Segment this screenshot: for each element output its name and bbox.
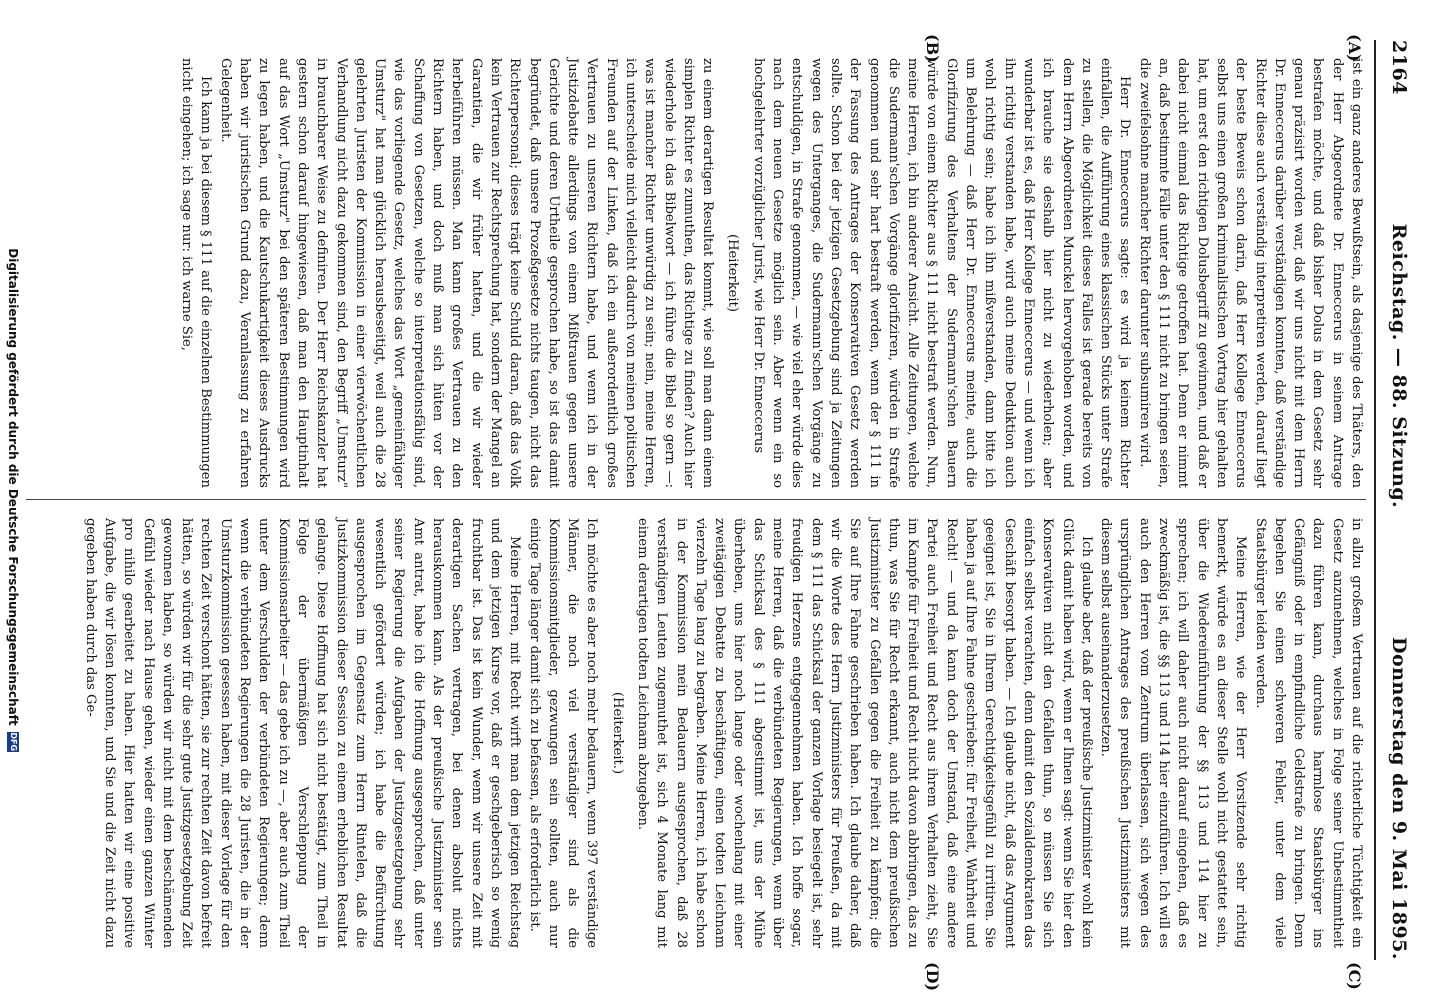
paragraph: Herr Dr. Enneccerus sagte: es wird ja keinem Richter einfallen, die Aufführung eines klassischen Stücks unter Strafe zu stellen, die Möglichkeit dieses Falles ist gerade bereits von dem Herrn Abgeordneten Munckel hervorgehoben worden, und ich brauche sie deshalb hier nicht zu wiederholen; aber wunderbar ist es, daß Herr Kollege Enneccerus — und wenn ich ihn richtig verstanden habe, wird auch meine Deduktion auch wohl richtig sein; habe ich ihn mißverstanden, dann bitte ich um Belehrung — daß Herr Dr. Enneccerus meinte, auch die Glorifizirung des Verhaltens der Sudermann'schen Bauern würde von einem Richter aus § 111 nicht bestraft werden. Nun, meine Herren, ich bin anderer Ansicht. Alle Zeitungen, welche die Sudermann'schen Vorgänge glorifiziren, würden in Strafe genommen und sehr hart bestraft werden, wenn der § 111 in der Fassung des Antrages der Konservativen Gesetz werden sollte. Schon bei der jetzigen Gesetzgebung sind ja Zeitungen wegen des Unterganges, die Sudermann'schen Vorgänge zu entschuldigen, in Strafe genommen, — wie viel eher würde dies nach dem neuen Gesetze möglich sein. Aber wenn ein so hochgelehrter vorzüglicher Jurist, wie Herr Dr. Enneccerus — [750, 58, 1133, 488]
paragraph: Ich kann ja bei diesem § 111 auf die einzelnen Bestimmungen nicht eingehen; ich sage nur: ich warne Sie, — [179, 58, 214, 488]
paragraph: zu einem derartigen Resultat kommt, wie soll man dann einem simplen Richter es zumuthen, das Richtige zu finden? Auch hier wiederhole ich das Bibelwort — ich führe die Bibel so gern —: was ist mancher Richter unwürdig zu sein; nein, meine Herren, ich unterscheide mich vielleicht dadurch von meinen politischen Freunden auf der Linken, daß ich ein außerordentlich großes Vertrauen zu unseren Richtern habe, und wenn ich in der Justizdebatte allerdings von einem Mißtrauen gegen unsere Gerichte und deren Urtheile gesprochen habe, so ist das damit begründet, daß unsere Prozeßgesetze nichts taugen, nicht das Richterpersonal; dieses trägt keine Schuld daran, daß das Volk kein Vertrauen zur Rechtsprechung hat, sondern der Mangel an Garantien, die wir früher hatten, und die wir wieder herbeiführen müssen. Man kann großes Vertrauen zu den Richtern haben, und doch muß man sich hüten vor der Schaffung von Gesetzen, welche so interpretationsfähig sind, wie das vorliegende Gesetz, welches das Wort „gemeinfähiger Umsturz" hat man glücklich herausbeseitigt, weil auch die 28 gelehrten Juristen der Kommission in einer vierwöchentlichen Verhandlung nicht dazu gekommen sind, den Begriff „Umsturz" in brauchbarer Weise zu definiren. Der Herr Reichskanzler hat gestern schon darauf hingewiesen, daß man den Hauptinhalt auf das Wort „Umsturz" bei den späteren Bestimmungen wird zu legen haben, und die Kautschukartigkeit dieses Ausdrucks haben wir juristischen Grund dazu, Veranlassung zu erfahren Gelegenheit. — [217, 58, 716, 488]
interjection: (Heiterkeit) — [725, 234, 741, 312]
paragraph: ist ein ganz anderes Bewußtsein, als dasjenige des Thäters, den der Herr Abgeordnete Dr. Enneccerus in seinem Antrage bestrafen möchte, und daß bisher Dolus in dem Gesetz sehr genau präzisirt worden war, daß wir uns nicht mit dem Herrn Dr. Enneccerus darüber verständigen konnten, daß verständige Richter diese auch verständig interpretiren werden, darauf liegt der beste Beweis schon darin, daß Herr Kollege Enneccerus selbst uns einen großen kriminalistischen Vortrag hier gehalten hat, um erst den richtigen Dolusbegriff zu gewinnen, und daß er dabei nicht einmal das Richtige getroffen hat. Denn er nimmt an, daß bestimmte Fälle unter den § 111 nicht zu bringen seien, die zweifelsohne mancher Richter darunter subsumiren wird. — [1136, 58, 1364, 488]
paragraph: Meine Herren, mit Recht wirft man dem jetzigen Reichstag und dem jetzigen Kurse vor, daß er geschgeberisch so wenig fruchtbar ist. Das ist kein Wunder, wenn wir unsere Zeit mit derartigen Sachen vertragen, bei denen absolut nichts herauskommen kann. Als der preußische Justizminister sein Amt antrat, habe ich die Hoffnung ausgesprochen, daß unter seiner Regierung die Aufgaben der Justizgesetzgebung sehr wesentlich gefördert würden; ich habe die Befürchtung ausgesprochen im Gegensatz zum Herrn Rintelen, daß die Justizkommission dieser Session zu einem erheblichen Resultat gelange. Diese Hoffnung hat sich nicht bestätigt, zum Theil in Folge der übermäßigen Verschleppung der Kommissionsarbeiter — das gebe ich zu —, aber auch zum Theil unter dem Verschulden der verbündeten Regierungen; denn wenn die verbündeten Regierungen die 28 Juristen, die in der Umsturzkommission gesessen haben, mit dieser Vorlage für den rechten Zeit verschont hätten, sie zur rechten Zeit davon befreit hätten, so würden wir für die sehr gute Justizgesetzgebung Zeit gewonnen haben, so würden wir nicht mit dem beschämenden Gefühl wieder nach Hause gehen, wieder einen ganzen Winter pro nihilo gearbeitet zu haben. Hier hatten wir eine positive Aufgabe, die wir lösen konnten, und Sie und die Zeit nicht dazu gegeben haben durch das Ge- — [82, 518, 523, 948]
header-date: Donnerstag den 9. Mai 1895. — [1388, 637, 1410, 960]
dfg-logo: DFG — [9, 732, 18, 752]
column-divider — [26, 499, 1366, 500]
paragraph: Ich glaube aber, daß der preußische Justizminister wohl kein Glück damit haben wird, wenn er Ihnen sagt: wenn Sie hier den Konservativen nicht den Gefallen thun, so müssen Sie sich einfach selbst verachten, denn damit den Sozialdemokraten das Geschäft besorgt haben. — Ich glaube nicht, daß das Argument geeignet ist, Sie in Ihrem Gerechtigkeitsgefühl zu irritiren. Sie haben ja auf Ihre Fahne geschrieben: für Freiheit, Wahrheit und Recht! — und da kann doch der Umstand, daß eine andere Partei auch Freiheit und Recht aus ihrem Verhalten zieht, Sie im Kampfe für Freiheit und Recht nicht davon abbringen, das zu thun, was Sie für Recht erkannt, auch nicht dem preußischen Justizminister zu Gefallen gegen die Freiheit zu kämpfen; die Sie auf Ihre Fahne geschrieben haben. Ich glaube daher, daß wir die Worte des Herrn Justizministers für Preußen, da mit dem § 111 das Schicksal der ganzen Vorlage besiegelt ist, sehr freudigen Herzens entgegennehmen haben. Ich hoffe sogar, meine Herren, daß die verbündeten Regierungen, wenn über das Schicksal des § 111 abgestimmt ist, uns der Mühe überheben, uns hier noch lange oder wochenlang mit einer zweitägigen Debatte zu beschäftigen, einen todten Leichnam vierzehn Tage lang zu begraben. Meine Herren, ich habe schon in der Kommission mein Bedauern ausgesprochen, daß 28 verständigen Leuten zugemuthet ist, sich 4 Monate lang mit einem derartigen todten Leichnam abzugeben. — [635, 518, 1094, 948]
left-column — [177, 58, 1366, 488]
paragraph: Ich möchte es aber noch mehr bedauern, wenn 397 verständige Männer, die noch viel verständiger sind als die Kommissionsmitglieder, gezwungen sein sollten, auch nur einige Tage länger damit sich zu befassen, als erforderlich ist. — [526, 518, 600, 948]
margin-letter-d: (D) — [923, 962, 942, 992]
right-column — [80, 518, 1366, 948]
margin-letter-b: (B) — [923, 34, 942, 63]
interjection: (Heiterkeit.) — [609, 691, 625, 775]
paragraph: in allzu großem Vertrauen auf die richterliche Tüchtigkeit ein Gesetz anzunehmen, welches in Folge seiner Unbestimmtheit dazu führen kann, durchaus harmlose Staatsbürger ins Gefängniß oder in empfindliche Geldstrafe zu bringen. Denn begehen Sie einen schweren Fehler, unter dem viele Staatsbürger leiden werden. — [1252, 518, 1364, 948]
header-rule — [1374, 40, 1376, 960]
margin-letter-a: (A) — [1345, 34, 1364, 62]
margin-letter-c: (C) — [1345, 962, 1364, 990]
footer-text: Digitalisierung gefördert durch die Deutsche Forschungsgemeinschaft — [6, 248, 20, 726]
digitization-footer — [6, 0, 20, 1000]
page-number: 2164 — [1388, 40, 1410, 95]
paragraph: Meine Herren, wie der Herr Vorsitzende sehr richtig bemerkt, würde es an dieser Stelle wohl nicht gestattet sein, über die Wiedereinführung der §§ 113 und 114 hier zu sprechen; ich will daher auch nicht darauf eingehen, daß es zweckmäßig ist, die §§ 113 und 114 hier einzuführen. Ich will es auch den Herren vom Zentrum überlassen, sich wegen des ursprünglichen Antrages des preußischen Justizministers mit diesem selbst auseinanderzusetzen. — [1098, 518, 1249, 948]
header-title: Reichstag. — 88. Sitzung. — [1388, 223, 1410, 509]
page-header — [1380, 40, 1410, 960]
